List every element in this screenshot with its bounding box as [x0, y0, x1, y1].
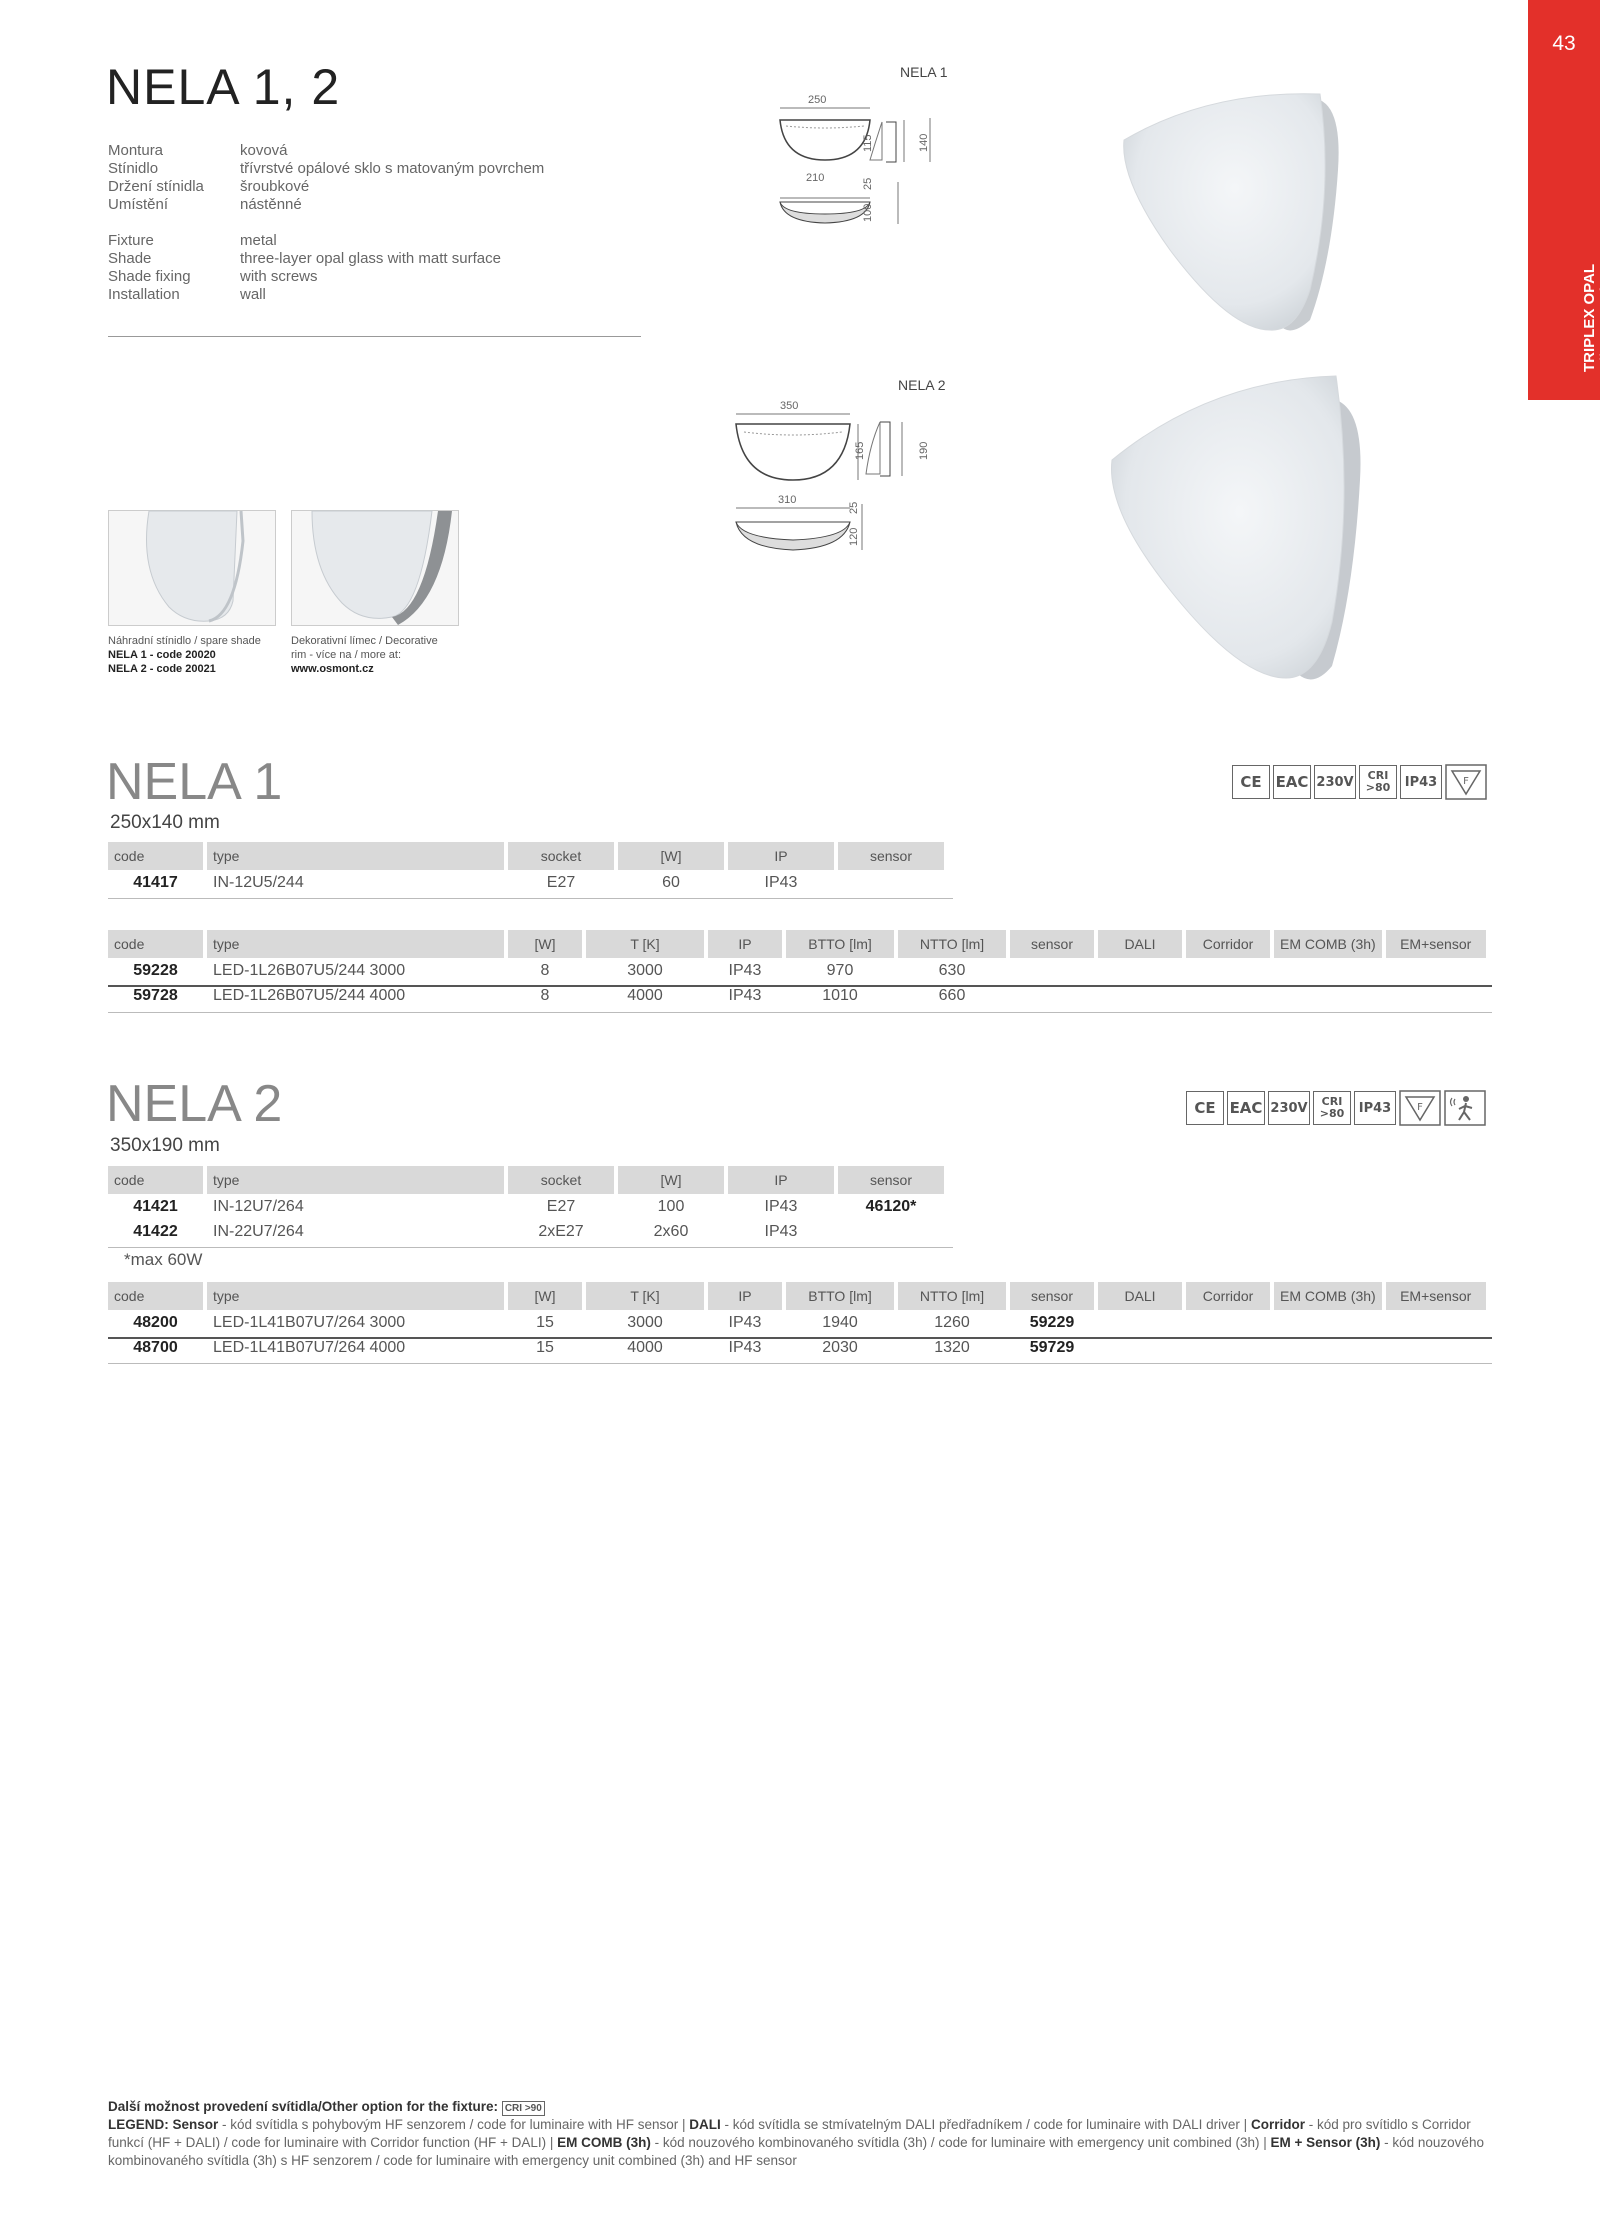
cell-sensor: 59229 [1029, 1313, 1075, 1331]
cell-emsensor [1386, 1310, 1486, 1335]
ip-rating-icon: IP43 [1400, 765, 1442, 799]
col-header: code [108, 930, 203, 958]
legend-dali-text: - kód svítidla se stmívatelným DALI předřadníkem / code for luminaire with DALI driver | [720, 2117, 1251, 2132]
cell-type: LED-1L26B07U5/244 3000 [213, 961, 406, 979]
drawing-label-nela2: NELA 2 [898, 377, 946, 393]
cell-code: 48700 [133, 1338, 178, 1356]
col-header: T [K] [586, 1282, 704, 1310]
spec-value: šroubkové [240, 178, 310, 195]
dim-height: 190 [918, 441, 930, 460]
legend-label: LEGEND: [108, 2117, 169, 2132]
col-header: IP [728, 1166, 834, 1194]
cell-btto: 1010 [822, 986, 858, 1004]
cell-sensor [1010, 958, 1094, 983]
f-mark-letter: F [1417, 1102, 1423, 1113]
col-header: sensor [838, 842, 944, 870]
cri-value: >80 [1365, 781, 1391, 794]
cell-ip: IP43 [764, 1222, 798, 1240]
dim-height: 25 [862, 177, 874, 190]
caption-line: Náhradní stínidlo / spare shade [108, 635, 261, 647]
cell-code: 48200 [133, 1313, 178, 1331]
cell-emcomb [1274, 1310, 1382, 1335]
table-row [108, 1194, 944, 1219]
spec-value: three-layer opal glass with matt surface [240, 250, 501, 267]
cri-icon [1313, 1091, 1351, 1125]
col-header: sensor [1010, 930, 1094, 958]
spec-value: kovová [240, 142, 288, 159]
col-header: [W] [508, 930, 582, 958]
other-option-text: Další možnost provedení svítidla/Other option for the fixture: [108, 2099, 499, 2114]
cell-corridor [1186, 958, 1270, 983]
col-header: IP [708, 930, 782, 958]
col-header: EM COMB (3h) [1274, 930, 1382, 958]
f-mark-icon [1399, 1090, 1441, 1126]
legend-sensor-label: Sensor [172, 2117, 219, 2132]
cri-label: CRI [1367, 769, 1389, 782]
side-tab-line1: TRIPLEX OPAL [1581, 263, 1598, 372]
spec-label: Fixture [108, 232, 154, 249]
dim-height: 165 [854, 441, 866, 460]
legend-emsensor-text: - kód nouzového kombinovaného svítidla (3h) s HF senzorem / code for luminaire with emergency unit combined (3h) and HF sensor [108, 2135, 1484, 2168]
spec-value: wall [240, 286, 266, 303]
dim-height: 140 [918, 133, 930, 152]
cell-watt: 8 [540, 961, 550, 979]
cell-sensor [838, 1219, 944, 1244]
cell-watt: 8 [540, 986, 550, 1004]
dim-width-bottom: 310 [778, 494, 797, 506]
cri-label: CRI [1321, 1095, 1343, 1108]
cell-ntto: 660 [938, 986, 966, 1004]
legend-text [108, 2116, 1492, 2170]
col-header: IP [708, 1282, 782, 1310]
spec-label: Installation [108, 286, 180, 303]
col-header: NTTO [lm] [898, 1282, 1006, 1310]
nela1-led-table [104, 930, 1490, 1008]
col-header: IP [728, 842, 834, 870]
col-header: sensor [838, 1166, 944, 1194]
cell-dali [1098, 1310, 1182, 1335]
legend-corridor-label: Corridor [1250, 2117, 1305, 2132]
cell-ip: IP43 [764, 1197, 798, 1215]
col-header: code [108, 1166, 203, 1194]
cell-type: LED-1L26B07U5/244 4000 [213, 986, 406, 1004]
spec-label: Stínidlo [108, 160, 159, 177]
cell-corridor [1186, 1310, 1270, 1335]
col-header: code [108, 1282, 203, 1310]
cell-btto: 970 [826, 961, 854, 979]
cell-code: 41417 [133, 873, 178, 891]
legend-emcomb-label: EM COMB (3h) [557, 2135, 651, 2150]
cri-value: >80 [1319, 1107, 1345, 1120]
cell-watt: 100 [657, 1197, 685, 1215]
ip-rating-icon: IP43 [1354, 1091, 1396, 1125]
col-header: socket [508, 1166, 614, 1194]
table-divider [108, 1012, 1492, 1013]
f-mark-letter: F [1463, 776, 1469, 787]
col-header: [W] [618, 842, 724, 870]
cell-ip: IP43 [728, 1338, 762, 1356]
legend-emcomb-text: - kód nouzového kombinovaného svítidla (3h) / code for luminaire with emergency unit combined (3h) | [650, 2135, 1271, 2150]
cell-dali [1098, 958, 1182, 983]
table-row [108, 870, 944, 895]
cell-socket: E27 [546, 873, 576, 891]
cell-sensor: 59729 [1029, 1338, 1075, 1356]
col-header: Corridor [1186, 1282, 1270, 1310]
cell-temp: 3000 [627, 961, 663, 979]
dim-height: 25 [848, 501, 860, 514]
nela1-product-image [1110, 80, 1350, 340]
cell-type: IN-12U7/264 [213, 1197, 304, 1215]
other-option-line [108, 2098, 1492, 2116]
ce-icon: CE [1232, 765, 1270, 799]
website-link[interactable]: www.osmont.cz [291, 663, 374, 675]
cell-ip: IP43 [728, 961, 762, 979]
dim-width-top: 350 [780, 400, 799, 412]
cell-btto: 2030 [822, 1338, 858, 1356]
table-row [108, 1310, 1486, 1335]
cell-socket: 2xE27 [538, 1222, 584, 1240]
ce-icon: CE [1186, 1091, 1224, 1125]
cri-90-badge: CRI >90 [502, 2101, 545, 2116]
dim-height: 120 [848, 527, 860, 546]
col-header: code [108, 842, 203, 870]
cell-ntto: 630 [938, 961, 966, 979]
col-header: EM+sensor [1386, 1282, 1486, 1310]
table-divider [108, 1247, 953, 1248]
col-header: BTTO [lm] [786, 1282, 894, 1310]
spec-value: with screws [240, 268, 318, 285]
col-header: EM+sensor [1386, 930, 1486, 958]
col-header: BTTO [lm] [786, 930, 894, 958]
dim-height: 100 [862, 203, 874, 222]
col-header: DALI [1098, 1282, 1182, 1310]
cri-icon [1359, 765, 1397, 799]
legend-emsensor-label: EM + Sensor (3h) [1270, 2135, 1381, 2150]
col-header: sensor [1010, 1282, 1094, 1310]
spec-value: metal [240, 232, 277, 249]
cell-ip: IP43 [728, 986, 762, 1004]
decorative-rim-thumbnail [291, 510, 459, 626]
section-size-nela1: 250x140 mm [110, 812, 220, 833]
table-row [108, 958, 1486, 983]
header-divider [108, 336, 641, 337]
cell-ip: IP43 [764, 873, 798, 891]
cell-emsensor [1386, 958, 1486, 983]
cell-btto: 1940 [822, 1313, 858, 1331]
cell-socket: E27 [546, 1197, 576, 1215]
nela2-classic-table [104, 1166, 948, 1244]
cell-temp: 4000 [627, 1338, 663, 1356]
section-title-nela2: NELA 2 [106, 1075, 283, 1133]
f-mark-icon [1445, 764, 1487, 800]
table-divider [108, 1337, 1492, 1339]
caption-line: Dekorativní límec / Decorative [291, 635, 438, 647]
caption-code: NELA 1 - code 20020 [108, 649, 216, 661]
cell-type: LED-1L41B07U7/264 3000 [213, 1313, 406, 1331]
table-divider [108, 1363, 1492, 1364]
spec-value: nástěnné [240, 196, 302, 213]
voltage-icon: 230V [1268, 1091, 1310, 1125]
table-divider [108, 898, 953, 899]
col-header: Corridor [1186, 930, 1270, 958]
legend-dali-label: DALI [689, 2117, 721, 2132]
col-header: [W] [618, 1166, 724, 1194]
nela2-led-table [104, 1282, 1490, 1360]
dim-width-top: 250 [808, 94, 827, 106]
page-number: 43 [1552, 32, 1576, 55]
cell-watt: 60 [662, 873, 680, 891]
decorative-rim-caption [291, 634, 471, 676]
section-title-nela1: NELA 1 [106, 753, 283, 811]
cell-temp: 3000 [627, 1313, 663, 1331]
cert-icons-nela2 [1186, 1090, 1486, 1126]
col-header: type [207, 1282, 504, 1310]
cell-ntto: 1320 [934, 1338, 970, 1356]
spec-label: Shade [108, 250, 152, 267]
cell-type: IN-12U5/244 [213, 873, 304, 891]
spare-shade-thumbnail [108, 510, 276, 626]
cell-sensor [838, 870, 944, 895]
cell-ntto: 1260 [934, 1313, 970, 1331]
cell-watt: 15 [536, 1338, 554, 1356]
cell-code: 41421 [133, 1197, 178, 1215]
spec-value: třívrstvé opálové sklo s matovaným povrchem [240, 160, 545, 177]
cell-code: 59228 [133, 961, 178, 979]
caption-line: rim - více na / more at: [291, 649, 402, 661]
side-tab-line2: PŘISAZENÁ / SURFACE MOUNTED [1600, 121, 1617, 372]
cell-type: IN-22U7/264 [213, 1222, 304, 1240]
motion-sensor-icon [1444, 1090, 1486, 1126]
nela2-dimension-drawing [730, 404, 950, 574]
drawing-label-nela1: NELA 1 [900, 64, 948, 80]
col-header: [W] [508, 1282, 582, 1310]
spec-label: Držení stínidla [108, 178, 204, 195]
col-header: type [207, 1166, 504, 1194]
eac-icon: EAC [1227, 1091, 1265, 1125]
nela1-classic-table [104, 842, 948, 895]
cell-sensor: 46120* [865, 1197, 917, 1215]
voltage-icon: 230V [1314, 765, 1356, 799]
page-title: NELA 1, 2 [106, 59, 341, 115]
spec-label: Umístění [108, 196, 169, 213]
cell-emcomb [1274, 958, 1382, 983]
caption-code: NELA 2 - code 20021 [108, 663, 216, 675]
table-row [108, 1219, 944, 1244]
cell-temp: 4000 [627, 986, 663, 1004]
cert-icons-nela1 [1232, 764, 1487, 800]
col-header: EM COMB (3h) [1274, 1282, 1382, 1310]
legend-sensor-text: - kód svítidla s pohybovým HF senzorem / code for luminaire with HF sensor | [218, 2117, 690, 2132]
spec-label: Montura [108, 142, 164, 159]
cell-watt: 15 [536, 1313, 554, 1331]
legend-corridor-text: - kód pro svítidlo s Corridor funkcí (HF + DALI) / code for luminaire with Corridor function (HF + DALI) | [108, 2117, 1471, 2150]
cell-ip: IP43 [728, 1313, 762, 1331]
spare-shade-caption [108, 634, 288, 676]
cell-watt: 2x60 [653, 1222, 689, 1240]
legend-footer [108, 2098, 1492, 2170]
cell-type: LED-1L41B07U7/264 4000 [213, 1338, 406, 1356]
section-size-nela2: 350x190 mm [110, 1135, 220, 1156]
dim-height: 115 [862, 134, 874, 152]
spec-label: Shade fixing [108, 268, 191, 285]
table-divider [108, 985, 1492, 987]
col-header: type [207, 930, 504, 958]
col-header: NTTO [lm] [898, 930, 1006, 958]
col-header: T [K] [586, 930, 704, 958]
col-header: type [207, 842, 504, 870]
eac-icon: EAC [1273, 765, 1311, 799]
nela2-product-image [1100, 370, 1370, 690]
cell-code: 41422 [133, 1222, 178, 1240]
cell-code: 59728 [133, 986, 178, 1004]
col-header: DALI [1098, 930, 1182, 958]
side-tab-label [1580, 121, 1618, 372]
footnote-max: *max 60W [124, 1250, 203, 1269]
side-tab [1528, 0, 1617, 400]
col-header: socket [508, 842, 614, 870]
dim-width-bottom: 210 [806, 172, 825, 184]
